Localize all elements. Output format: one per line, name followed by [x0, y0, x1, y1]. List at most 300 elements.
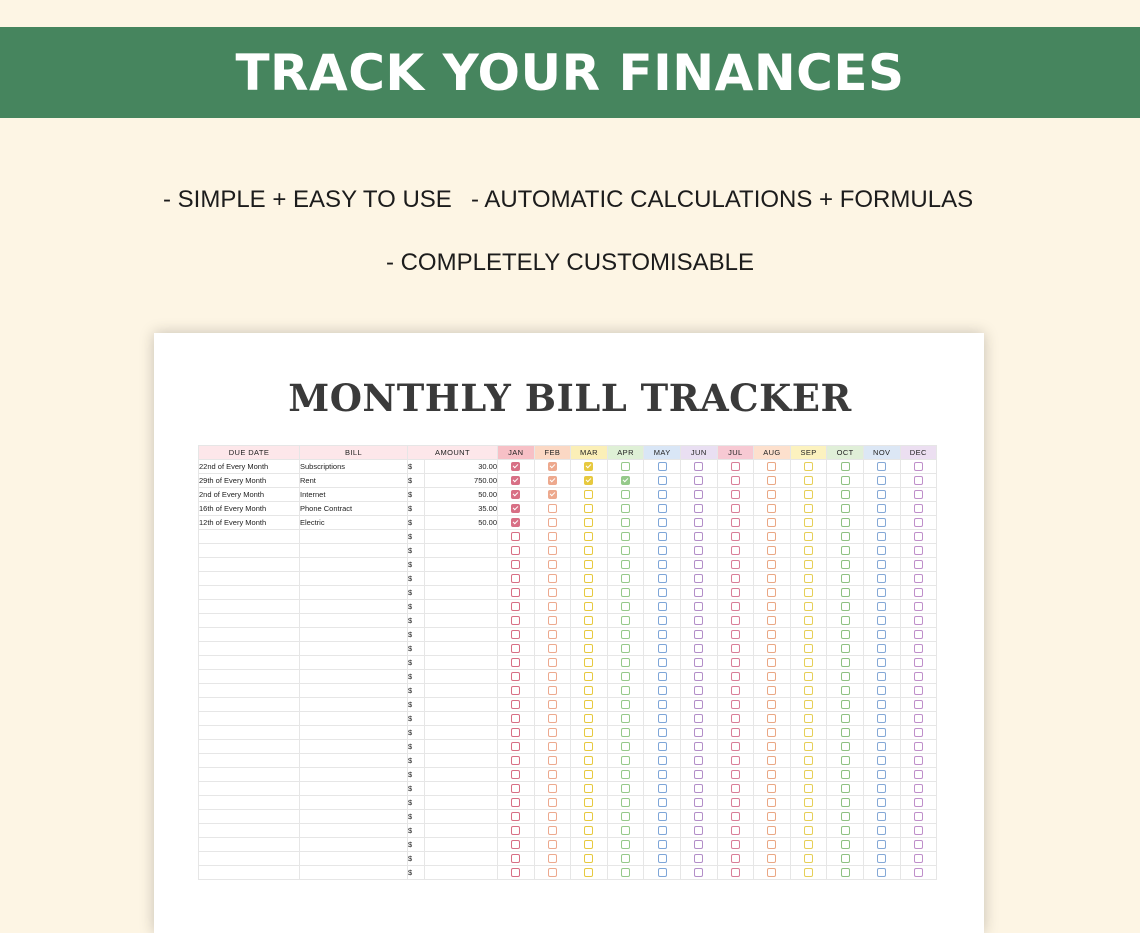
checkbox[interactable] — [548, 714, 557, 723]
checkbox-checked[interactable] — [511, 504, 520, 513]
checkbox[interactable] — [767, 658, 776, 667]
checkbox[interactable] — [767, 840, 776, 849]
checkbox[interactable] — [841, 532, 850, 541]
checkbox[interactable] — [841, 686, 850, 695]
checkbox[interactable] — [548, 532, 557, 541]
checkbox[interactable] — [548, 742, 557, 751]
bill-cell[interactable] — [300, 698, 408, 712]
due-date-cell[interactable] — [199, 628, 300, 642]
checkbox[interactable] — [694, 756, 703, 765]
checkbox[interactable] — [584, 630, 593, 639]
checkbox[interactable] — [658, 490, 667, 499]
checkbox[interactable] — [511, 588, 520, 597]
checkbox[interactable] — [767, 798, 776, 807]
checkbox[interactable] — [804, 532, 813, 541]
checkbox[interactable] — [584, 602, 593, 611]
due-date-cell[interactable] — [199, 558, 300, 572]
checkbox[interactable] — [621, 672, 630, 681]
checkbox[interactable] — [511, 784, 520, 793]
checkbox[interactable] — [877, 574, 886, 583]
checkbox[interactable] — [694, 644, 703, 653]
checkbox[interactable] — [767, 602, 776, 611]
checkbox[interactable] — [804, 826, 813, 835]
checkbox[interactable] — [914, 504, 923, 513]
checkbox[interactable] — [877, 686, 886, 695]
due-date-cell[interactable] — [199, 586, 300, 600]
bill-cell[interactable] — [300, 544, 408, 558]
checkbox[interactable] — [511, 714, 520, 723]
checkbox[interactable] — [731, 476, 740, 485]
checkbox[interactable] — [658, 616, 667, 625]
checkbox[interactable] — [548, 798, 557, 807]
checkbox[interactable] — [914, 826, 923, 835]
checkbox[interactable] — [731, 462, 740, 471]
checkbox[interactable] — [804, 616, 813, 625]
due-date-cell[interactable]: 12th of Every Month — [199, 516, 300, 530]
checkbox[interactable] — [548, 756, 557, 765]
checkbox[interactable] — [731, 686, 740, 695]
checkbox[interactable] — [694, 784, 703, 793]
checkbox[interactable] — [877, 518, 886, 527]
due-date-cell[interactable] — [199, 782, 300, 796]
checkbox[interactable] — [548, 546, 557, 555]
checkbox[interactable] — [914, 616, 923, 625]
checkbox[interactable] — [658, 756, 667, 765]
checkbox[interactable] — [694, 826, 703, 835]
checkbox[interactable] — [511, 644, 520, 653]
checkbox[interactable] — [694, 812, 703, 821]
due-date-cell[interactable] — [199, 642, 300, 656]
checkbox[interactable] — [621, 868, 630, 877]
checkbox[interactable] — [877, 854, 886, 863]
checkbox[interactable] — [621, 784, 630, 793]
checkbox[interactable] — [877, 826, 886, 835]
amount-cell[interactable]: 50.00 — [425, 488, 498, 502]
bill-cell[interactable] — [300, 642, 408, 656]
checkbox[interactable] — [841, 868, 850, 877]
checkbox-checked[interactable] — [511, 490, 520, 499]
checkbox[interactable] — [584, 728, 593, 737]
checkbox[interactable] — [584, 854, 593, 863]
checkbox[interactable] — [841, 574, 850, 583]
checkbox[interactable] — [804, 868, 813, 877]
checkbox[interactable] — [914, 574, 923, 583]
checkbox[interactable] — [804, 686, 813, 695]
checkbox[interactable] — [914, 686, 923, 695]
checkbox[interactable] — [767, 462, 776, 471]
checkbox[interactable] — [804, 672, 813, 681]
due-date-cell[interactable] — [199, 544, 300, 558]
due-date-cell[interactable] — [199, 796, 300, 810]
bill-cell[interactable] — [300, 796, 408, 810]
bill-cell[interactable] — [300, 614, 408, 628]
checkbox[interactable] — [621, 658, 630, 667]
checkbox[interactable] — [658, 560, 667, 569]
checkbox[interactable] — [694, 476, 703, 485]
checkbox[interactable] — [548, 574, 557, 583]
checkbox[interactable] — [731, 490, 740, 499]
amount-cell[interactable] — [425, 726, 498, 740]
checkbox-checked[interactable] — [511, 518, 520, 527]
bill-cell[interactable]: Phone Contract — [300, 502, 408, 516]
checkbox[interactable] — [658, 630, 667, 639]
amount-cell[interactable] — [425, 600, 498, 614]
checkbox[interactable] — [841, 630, 850, 639]
checkbox[interactable] — [841, 616, 850, 625]
checkbox[interactable] — [767, 770, 776, 779]
checkbox[interactable] — [877, 476, 886, 485]
checkbox[interactable] — [548, 504, 557, 513]
checkbox[interactable] — [767, 518, 776, 527]
checkbox[interactable] — [804, 602, 813, 611]
due-date-cell[interactable]: 29th of Every Month — [199, 474, 300, 488]
checkbox[interactable] — [804, 518, 813, 527]
checkbox[interactable] — [584, 756, 593, 765]
checkbox[interactable] — [914, 840, 923, 849]
checkbox[interactable] — [804, 476, 813, 485]
checkbox[interactable] — [621, 616, 630, 625]
amount-cell[interactable] — [425, 712, 498, 726]
checkbox-checked[interactable] — [548, 476, 557, 485]
bill-cell[interactable]: Rent — [300, 474, 408, 488]
checkbox[interactable] — [767, 742, 776, 751]
checkbox[interactable] — [548, 868, 557, 877]
checkbox[interactable] — [511, 672, 520, 681]
amount-cell[interactable] — [425, 754, 498, 768]
due-date-cell[interactable] — [199, 768, 300, 782]
checkbox[interactable] — [584, 714, 593, 723]
checkbox[interactable] — [841, 854, 850, 863]
checkbox[interactable] — [584, 560, 593, 569]
checkbox[interactable] — [658, 714, 667, 723]
checkbox[interactable] — [767, 672, 776, 681]
checkbox[interactable] — [841, 518, 850, 527]
checkbox[interactable] — [584, 616, 593, 625]
checkbox[interactable] — [877, 504, 886, 513]
checkbox[interactable] — [841, 504, 850, 513]
checkbox[interactable] — [621, 630, 630, 639]
checkbox[interactable] — [914, 462, 923, 471]
checkbox[interactable] — [548, 672, 557, 681]
checkbox[interactable] — [914, 728, 923, 737]
checkbox[interactable] — [548, 560, 557, 569]
checkbox[interactable] — [621, 728, 630, 737]
checkbox[interactable] — [658, 854, 667, 863]
checkbox[interactable] — [767, 490, 776, 499]
checkbox[interactable] — [804, 560, 813, 569]
bill-cell[interactable] — [300, 600, 408, 614]
checkbox[interactable] — [658, 672, 667, 681]
due-date-cell[interactable]: 16th of Every Month — [199, 502, 300, 516]
checkbox[interactable] — [841, 826, 850, 835]
checkbox[interactable] — [804, 490, 813, 499]
bill-cell[interactable] — [300, 754, 408, 768]
checkbox[interactable] — [914, 490, 923, 499]
checkbox[interactable] — [804, 588, 813, 597]
checkbox[interactable] — [621, 742, 630, 751]
checkbox[interactable] — [548, 840, 557, 849]
checkbox[interactable] — [694, 546, 703, 555]
checkbox[interactable] — [731, 840, 740, 849]
checkbox[interactable] — [621, 574, 630, 583]
bill-cell[interactable] — [300, 628, 408, 642]
checkbox[interactable] — [621, 700, 630, 709]
checkbox[interactable] — [658, 826, 667, 835]
checkbox[interactable] — [621, 462, 630, 471]
checkbox-checked[interactable] — [621, 476, 630, 485]
amount-cell[interactable] — [425, 656, 498, 670]
checkbox[interactable] — [804, 658, 813, 667]
checkbox[interactable] — [584, 784, 593, 793]
bill-cell[interactable]: Subscriptions — [300, 460, 408, 474]
checkbox[interactable] — [694, 616, 703, 625]
checkbox[interactable] — [658, 868, 667, 877]
checkbox[interactable] — [621, 840, 630, 849]
checkbox[interactable] — [767, 700, 776, 709]
checkbox[interactable] — [841, 588, 850, 597]
checkbox[interactable] — [694, 504, 703, 513]
checkbox[interactable] — [621, 714, 630, 723]
checkbox[interactable] — [914, 812, 923, 821]
checkbox[interactable] — [658, 798, 667, 807]
checkbox[interactable] — [731, 644, 740, 653]
checkbox[interactable] — [804, 770, 813, 779]
checkbox[interactable] — [804, 728, 813, 737]
checkbox[interactable] — [584, 770, 593, 779]
due-date-cell[interactable] — [199, 810, 300, 824]
due-date-cell[interactable] — [199, 838, 300, 852]
checkbox[interactable] — [914, 560, 923, 569]
checkbox[interactable] — [658, 784, 667, 793]
checkbox[interactable] — [731, 532, 740, 541]
checkbox[interactable] — [511, 602, 520, 611]
checkbox[interactable] — [584, 700, 593, 709]
amount-cell[interactable] — [425, 810, 498, 824]
checkbox[interactable] — [841, 644, 850, 653]
checkbox[interactable] — [621, 686, 630, 695]
checkbox[interactable] — [511, 798, 520, 807]
checkbox[interactable] — [511, 616, 520, 625]
checkbox[interactable] — [694, 588, 703, 597]
bill-cell[interactable] — [300, 852, 408, 866]
amount-cell[interactable] — [425, 782, 498, 796]
checkbox[interactable] — [841, 714, 850, 723]
checkbox[interactable] — [841, 462, 850, 471]
checkbox[interactable] — [877, 742, 886, 751]
checkbox[interactable] — [841, 658, 850, 667]
checkbox[interactable] — [548, 616, 557, 625]
checkbox[interactable] — [658, 602, 667, 611]
bill-cell[interactable] — [300, 586, 408, 600]
checkbox[interactable] — [658, 518, 667, 527]
checkbox[interactable] — [511, 574, 520, 583]
checkbox[interactable] — [511, 868, 520, 877]
checkbox[interactable] — [731, 630, 740, 639]
checkbox[interactable] — [658, 588, 667, 597]
amount-cell[interactable] — [425, 852, 498, 866]
bill-cell[interactable] — [300, 530, 408, 544]
checkbox[interactable] — [914, 700, 923, 709]
checkbox[interactable] — [658, 658, 667, 667]
checkbox[interactable] — [731, 770, 740, 779]
checkbox[interactable] — [877, 714, 886, 723]
checkbox[interactable] — [914, 742, 923, 751]
bill-cell[interactable] — [300, 782, 408, 796]
checkbox[interactable] — [841, 840, 850, 849]
checkbox[interactable] — [694, 630, 703, 639]
checkbox[interactable] — [877, 546, 886, 555]
checkbox[interactable] — [877, 812, 886, 821]
checkbox[interactable] — [584, 574, 593, 583]
checkbox[interactable] — [511, 742, 520, 751]
bill-cell[interactable] — [300, 768, 408, 782]
checkbox[interactable] — [804, 504, 813, 513]
due-date-cell[interactable] — [199, 684, 300, 698]
checkbox[interactable] — [658, 462, 667, 471]
checkbox[interactable] — [767, 560, 776, 569]
checkbox[interactable] — [658, 700, 667, 709]
checkbox[interactable] — [511, 700, 520, 709]
checkbox[interactable] — [804, 742, 813, 751]
checkbox[interactable] — [621, 602, 630, 611]
due-date-cell[interactable] — [199, 852, 300, 866]
checkbox[interactable] — [694, 714, 703, 723]
checkbox[interactable] — [658, 742, 667, 751]
checkbox[interactable] — [621, 644, 630, 653]
checkbox[interactable] — [548, 812, 557, 821]
checkbox[interactable] — [877, 868, 886, 877]
checkbox[interactable] — [767, 574, 776, 583]
checkbox[interactable] — [694, 574, 703, 583]
checkbox[interactable] — [877, 770, 886, 779]
checkbox[interactable] — [914, 756, 923, 765]
checkbox[interactable] — [877, 672, 886, 681]
checkbox[interactable] — [621, 532, 630, 541]
due-date-cell[interactable] — [199, 670, 300, 684]
checkbox[interactable] — [548, 826, 557, 835]
checkbox[interactable] — [731, 504, 740, 513]
bill-cell[interactable] — [300, 670, 408, 684]
checkbox[interactable] — [877, 784, 886, 793]
amount-cell[interactable]: 30.00 — [425, 460, 498, 474]
checkbox[interactable] — [877, 658, 886, 667]
checkbox[interactable] — [804, 784, 813, 793]
checkbox[interactable] — [694, 462, 703, 471]
checkbox[interactable] — [584, 672, 593, 681]
checkbox[interactable] — [841, 602, 850, 611]
due-date-cell[interactable] — [199, 600, 300, 614]
checkbox[interactable] — [658, 728, 667, 737]
checkbox[interactable] — [584, 798, 593, 807]
checkbox-checked[interactable] — [511, 476, 520, 485]
checkbox[interactable] — [658, 476, 667, 485]
checkbox[interactable] — [731, 546, 740, 555]
checkbox[interactable] — [621, 504, 630, 513]
checkbox[interactable] — [694, 518, 703, 527]
checkbox[interactable] — [511, 532, 520, 541]
checkbox[interactable] — [877, 840, 886, 849]
checkbox[interactable] — [621, 770, 630, 779]
checkbox[interactable] — [914, 630, 923, 639]
checkbox[interactable] — [804, 630, 813, 639]
checkbox[interactable] — [767, 546, 776, 555]
checkbox[interactable] — [731, 714, 740, 723]
checkbox[interactable] — [841, 476, 850, 485]
checkbox-checked[interactable] — [548, 462, 557, 471]
checkbox[interactable] — [548, 728, 557, 737]
checkbox[interactable] — [548, 644, 557, 653]
checkbox[interactable] — [877, 700, 886, 709]
checkbox[interactable] — [731, 742, 740, 751]
checkbox[interactable] — [914, 784, 923, 793]
bill-cell[interactable] — [300, 684, 408, 698]
checkbox[interactable] — [511, 728, 520, 737]
checkbox[interactable] — [877, 588, 886, 597]
due-date-cell[interactable] — [199, 824, 300, 838]
amount-cell[interactable] — [425, 740, 498, 754]
bill-cell[interactable] — [300, 866, 408, 880]
checkbox[interactable] — [584, 742, 593, 751]
checkbox[interactable] — [584, 504, 593, 513]
checkbox[interactable] — [548, 588, 557, 597]
checkbox[interactable] — [694, 700, 703, 709]
checkbox[interactable] — [804, 714, 813, 723]
checkbox[interactable] — [731, 700, 740, 709]
checkbox[interactable] — [914, 658, 923, 667]
due-date-cell[interactable] — [199, 754, 300, 768]
checkbox[interactable] — [804, 854, 813, 863]
bill-cell[interactable] — [300, 824, 408, 838]
checkbox[interactable] — [731, 616, 740, 625]
checkbox[interactable] — [731, 868, 740, 877]
checkbox[interactable] — [914, 714, 923, 723]
due-date-cell[interactable] — [199, 530, 300, 544]
due-date-cell[interactable]: 22nd of Every Month — [199, 460, 300, 474]
checkbox[interactable] — [767, 686, 776, 695]
checkbox[interactable] — [584, 812, 593, 821]
checkbox[interactable] — [584, 658, 593, 667]
checkbox[interactable] — [731, 560, 740, 569]
checkbox[interactable] — [841, 770, 850, 779]
checkbox[interactable] — [841, 700, 850, 709]
checkbox[interactable] — [804, 462, 813, 471]
checkbox-checked[interactable] — [584, 462, 593, 471]
checkbox[interactable] — [694, 742, 703, 751]
checkbox[interactable] — [767, 784, 776, 793]
checkbox[interactable] — [548, 602, 557, 611]
checkbox[interactable] — [658, 840, 667, 849]
checkbox[interactable] — [804, 812, 813, 821]
amount-cell[interactable] — [425, 796, 498, 810]
checkbox[interactable] — [548, 854, 557, 863]
checkbox[interactable] — [804, 546, 813, 555]
checkbox[interactable] — [731, 658, 740, 667]
bill-cell[interactable] — [300, 572, 408, 586]
checkbox[interactable] — [877, 630, 886, 639]
checkbox[interactable] — [731, 518, 740, 527]
checkbox[interactable] — [841, 560, 850, 569]
due-date-cell[interactable]: 2nd of Every Month — [199, 488, 300, 502]
checkbox[interactable] — [804, 700, 813, 709]
amount-cell[interactable] — [425, 614, 498, 628]
amount-cell[interactable] — [425, 544, 498, 558]
checkbox[interactable] — [767, 504, 776, 513]
checkbox[interactable] — [914, 532, 923, 541]
checkbox[interactable] — [767, 476, 776, 485]
checkbox[interactable] — [658, 812, 667, 821]
amount-cell[interactable] — [425, 642, 498, 656]
checkbox[interactable] — [621, 756, 630, 765]
